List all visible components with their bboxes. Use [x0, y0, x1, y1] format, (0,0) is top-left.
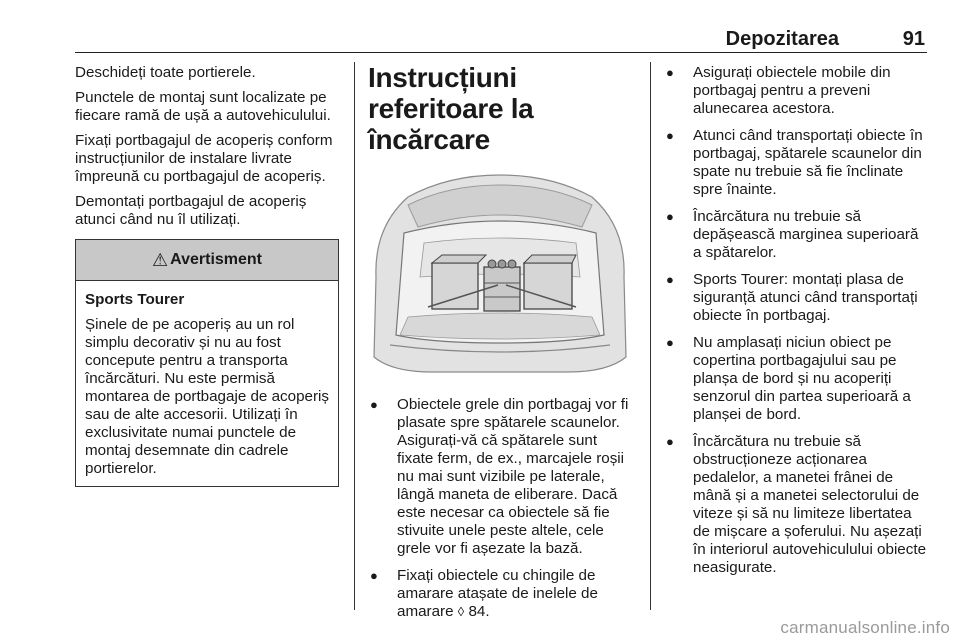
list-item-text: Încărcătura nu trebuie să depășească marginea superioară a spătarelor. — [693, 208, 919, 261]
list-item — [664, 433, 930, 577]
warning-icon: ⚠ — [151, 250, 169, 270]
list-item-text: Asigurați obiectele mobile din portbagaj pentru a preveni alunecarea acestora. — [693, 64, 891, 117]
list-item-text: Încărcătura nu trebuie să obstrucționeze acționarea pedalelor, a manetei frânei de mână și a manetei selectorului de viteze și să nu limiteze libertatea de mișcare a șoferului. Nu așezați în interiorul autovehiculului obiecte neasigurate. — [693, 433, 927, 576]
page-header — [75, 26, 927, 53]
list-item — [664, 271, 930, 325]
page-number: 91 — [902, 28, 925, 50]
paragraph: Deschideți toate portierele. — [75, 64, 256, 81]
bullet-icon: ● — [666, 434, 674, 449]
section-title: Depozitarea — [725, 28, 839, 50]
bullet-icon: ● — [666, 209, 674, 224]
column-right — [664, 64, 930, 586]
bullet-icon: ● — [370, 568, 378, 583]
bullet-icon: ● — [666, 272, 674, 287]
bullet-icon: ● — [666, 65, 674, 80]
list-item-text: Sports Tourer: montați plasa de siguranță atunci când transportați obiecte în portbagaj. — [693, 271, 918, 324]
column-middle — [368, 64, 636, 630]
list-item — [664, 208, 930, 262]
warning-title: Avertisment — [170, 251, 263, 268]
column-left — [75, 64, 343, 487]
page-reference-link[interactable]: 84. — [468, 603, 490, 620]
car-trunk-illustration — [368, 167, 632, 377]
page-reference-icon[interactable]: ◊ — [457, 604, 465, 619]
paragraph: Fixați portbagajul de acoperiș conform instrucțiunilor de instalare livrate împreună cu portbagajul de acoperiș. — [75, 132, 333, 185]
column-divider — [650, 62, 651, 610]
list-item-text: Obiectele grele din portbagaj vor fi plasate spre spătarele scaunelor. Asigurați-vă că spătarele sunt fixate ferm, de ex., marcajele roșii nu mai sunt vizibile pe laterale, lângă maneta de eliberare. Dacă este necesar ca obiectele să fie stivuite unele peste altele, cele grele vor fi așezate la bază. — [397, 396, 629, 557]
warning-header — [76, 240, 338, 281]
list-item-text: Fixați obiectele cu chingile de amarare atașate de inelele de amarare — [397, 567, 598, 620]
loading-instructions-list-continued — [664, 64, 930, 577]
bullet-icon: ● — [666, 128, 674, 143]
warning-subtitle: Sports Tourer — [85, 291, 185, 308]
list-item — [664, 334, 930, 424]
warning-body — [76, 281, 338, 486]
warning-text: Șinele de pe acoperiș au un rol simplu decorativ și nu au fost concepute pentru a transporta încărcături. Nu este permisă montarea de portbagaje de acoperiș sau de alte accesorii. Utilizați în exclusivitate numai punctele de montaj desemnate din cadrele portierelor. — [85, 316, 330, 477]
paragraph: Demontați portbagajul de acoperiș atunci când nu îl utilizați. — [75, 193, 307, 228]
list-item — [664, 64, 930, 118]
list-item-text: Nu amplasați niciun obiect pe copertina portbagajului sau pe planșa de bord și nu acoperiți senzorul din partea superioară a planșei de bord. — [693, 334, 911, 423]
column-divider — [354, 62, 355, 610]
list-item — [664, 127, 930, 199]
list-item — [368, 567, 636, 621]
warning-box — [75, 239, 339, 487]
paragraph: Punctele de montaj sunt localizate pe fiecare ramă de ușă a autovehiculului. — [75, 89, 331, 124]
list-item — [368, 396, 636, 558]
bullet-icon: ● — [370, 397, 378, 412]
section-heading: Instrucțiuni referitoare la încărcare — [368, 62, 534, 155]
bullet-icon: ● — [666, 335, 674, 350]
loading-instructions-list — [368, 396, 636, 621]
watermark: carmanualsonline.info — [780, 618, 950, 637]
list-item-text: Atunci când transportați obiecte în portbagaj, spătarele scaunelor din spate nu trebuie să fie înclinate spre înainte. — [693, 127, 923, 198]
